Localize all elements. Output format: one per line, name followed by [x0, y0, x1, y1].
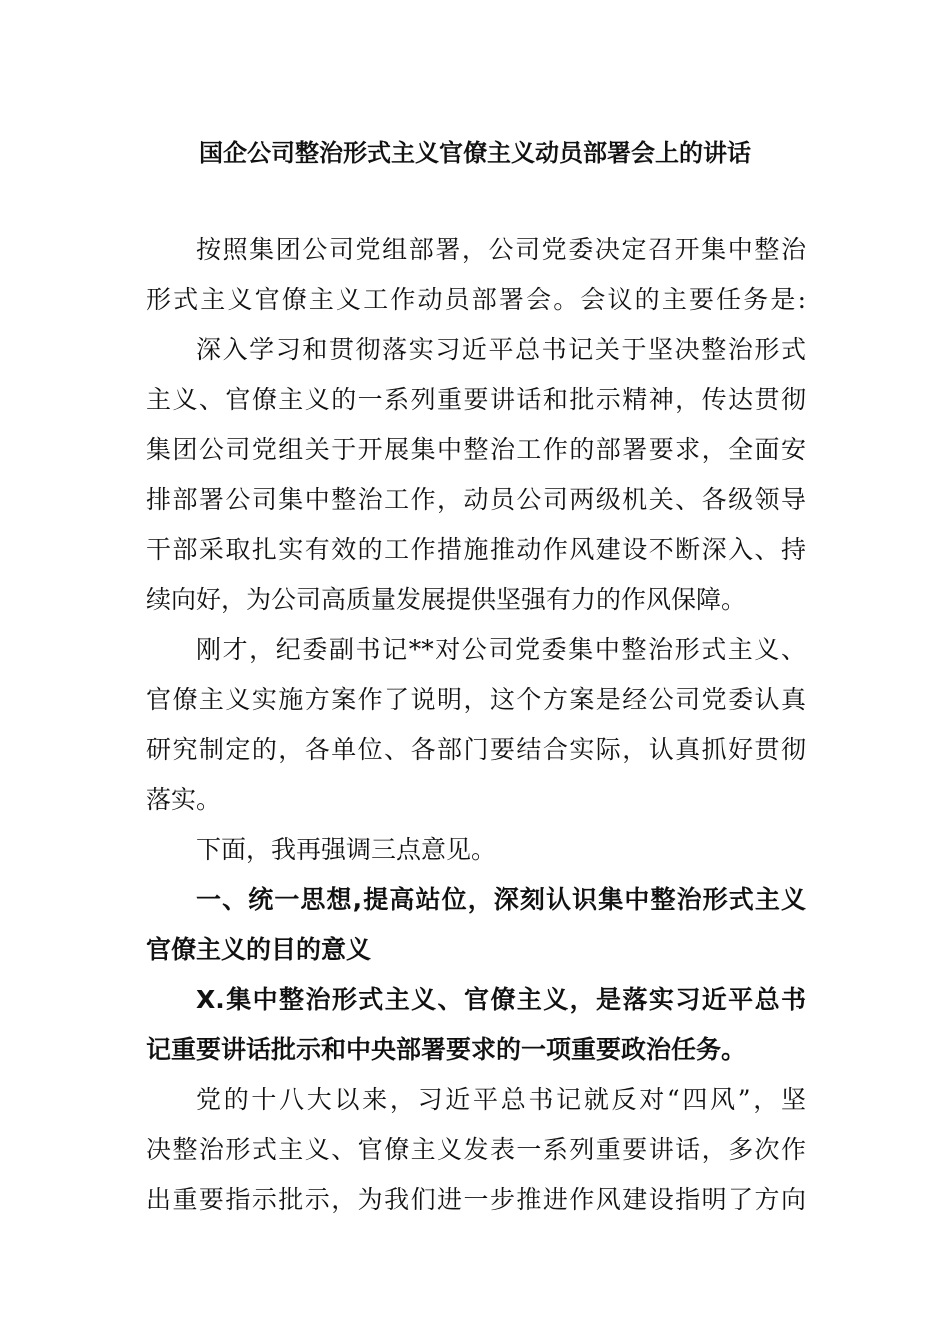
paragraph-line: 形式主义官僚主义工作动员部署会。会议的主要任务是:	[146, 285, 806, 314]
paragraph-line: 排部署公司集中整治工作，动员公司两级机关、各级领导	[146, 485, 806, 514]
paragraph-line: 主义、官僚主义的一系列重要讲话和批示精神，传达贯彻	[146, 385, 806, 414]
section-heading-line: 一、统一思想,提高站位，深刻认识集中整治形式主义	[196, 885, 806, 914]
subheading-line: 记重要讲话批示和中央部署要求的一项重要政治任务。	[146, 1035, 747, 1064]
subheading-line: X.集中整治形式主义、官僚主义，是落实习近平总书	[196, 985, 806, 1014]
paragraph-line: 干部采取扎实有效的工作措施推动作风建设不断深入、持	[146, 535, 806, 564]
paragraph-line: 按照集团公司党组部署，公司党委决定召开集中整治	[196, 235, 806, 264]
paragraph-line: 落实。	[146, 785, 222, 814]
paragraph-line: 党的十八大以来，习近平总书记就反对“四风”，坚	[196, 1085, 806, 1114]
paragraph-line: 续向好，为公司高质量发展提供坚强有力的作风保障。	[146, 585, 747, 614]
paragraph-line: 决整治形式主义、官僚主义发表一系列重要讲话，多次作	[146, 1135, 806, 1164]
paragraph-line: 集团公司党组关于开展集中整治工作的部署要求，全面安	[146, 435, 806, 464]
paragraph-line: 刚才，纪委副书记**对公司党委集中整治形式主义、	[196, 635, 806, 664]
section-heading-line: 官僚主义的目的意义	[146, 935, 372, 964]
paragraph-line: 官僚主义实施方案作了说明，这个方案是经公司党委认真	[146, 685, 806, 714]
paragraph-line: 深入学习和贯彻落实习近平总书记关于坚决整治形式	[196, 335, 806, 364]
paragraph-line: 下面，我再强调三点意见。	[196, 835, 497, 864]
paragraph-line: 出重要指示批示，为我们进一步推进作风建设指明了方向	[146, 1185, 806, 1214]
document-title: 国企公司整治形式主义官僚主义动员部署会上的讲话	[199, 139, 751, 167]
paragraph-line: 研究制定的，各单位、各部门要结合实际，认真抓好贯彻	[146, 735, 806, 764]
